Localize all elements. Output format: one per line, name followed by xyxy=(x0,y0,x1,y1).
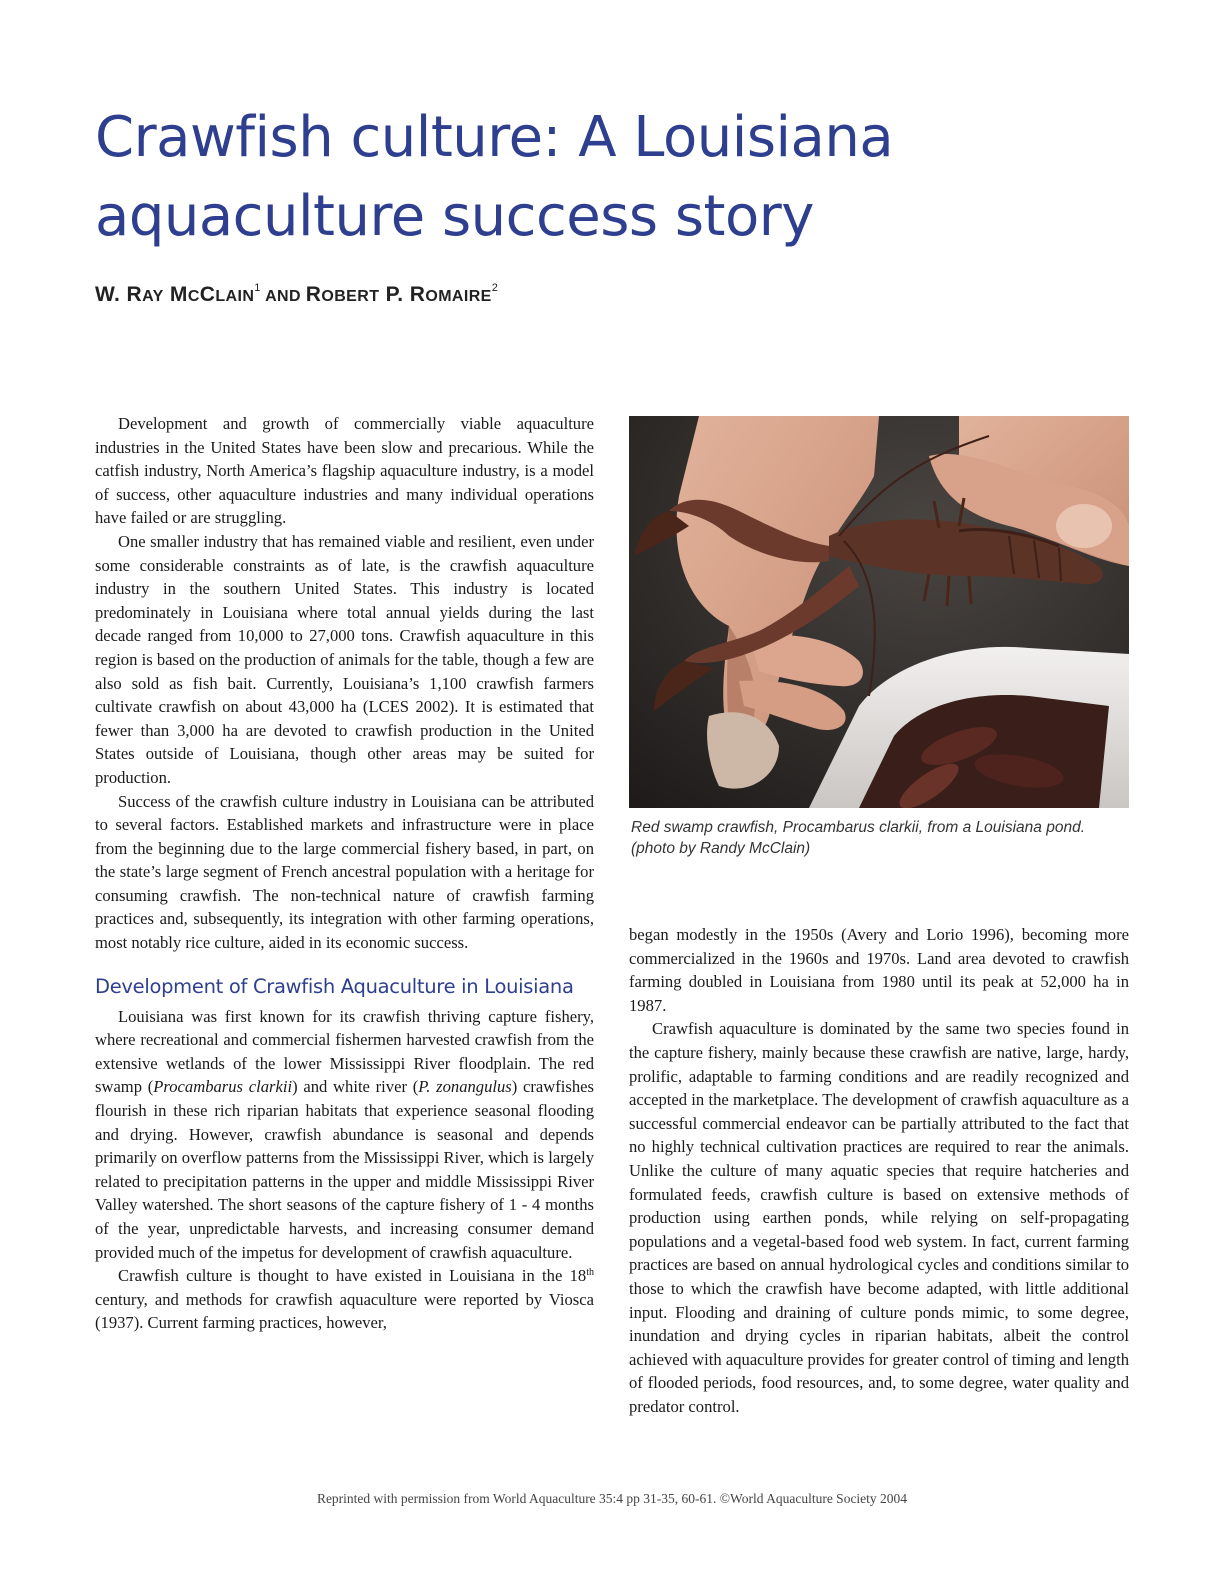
photo-caption: Red swamp crawfish, Procambarus clarkii, from a Louisiana pond. (photo by Randy McClain) xyxy=(631,819,1085,857)
author-line: W. RAY MCCLAIN$^1$ AND ROBERT P. ROMAIRE$^2$ xyxy=(95,282,499,306)
paragraph: began modestly in the 1950s (Avery and Lorio 1996), becoming more commercialized in the 1960s and 1970s. Land area devoted to crawfish farming doubled in Louisiana from 1980 until its peak at 52,000 ha in 1987. xyxy=(629,925,1129,1015)
paragraph: Development and growth of commercially viable aquaculture industries in the United States have been slow and precarious. While the catfish industry, North America’s flagship aquaculture industry, is a model of success, other aquaculture industries and many individual operations have failed or are struggling. xyxy=(95,414,594,528)
paragraph: Crawfish culture is thought to have existed in Louisiana in the 18th century, and methods for crawfish aquaculture were reported by Viosca (1937). Current farming practices, however, xyxy=(95,1266,594,1333)
section-heading: Development of Crawfish Aquaculture in Louisiana xyxy=(95,974,574,998)
paragraph: Louisiana was first known for its crawfish thriving capture fishery, where recreational and commercial fishermen harvested crawfish from the extensive wetlands of the lower Mississippi River floodplain. The red swamp (Procambarus clarkii) and white river (P. zonangulus) crawfishes flourish in these rich riparian habitats that experience seasonal flooding and drying. However, crawfish abundance is seasonal and depends primarily on overflow patterns from the Mississippi River, which is largely related to precipitation patterns in the upper and middle Mississippi River Valley watershed. The short seasons of the capture fishery of 1 - 4 months of the year, unpredictable harvests, and increasing consumer demand provided much of the impetus for development of crawfish aquaculture. xyxy=(95,1006,594,1262)
paragraph: Crawfish aquaculture is dominated by the same two species found in the capture fishery, mainly because these crawfish are native, large, hardy, prolific, adaptable to farming conditions and are readily recognized and accepted in the marketplace. The development of crawfish aquaculture as a successful commercial endeavor can be partially attributed to the fact that no highly technical cultivation practices are required to rear the animals. Unlike the culture of many aquatic species that require hatcheries and formulated feeds, crawfish culture is based on extensive methods of production using earthen ponds, while relying on self-propagating populations and a vegetal-based food web system. In fact, current farming practices are based on annual hydrological cycles and conditions similar to those to which the crawfish have become adapted, with little additional input. Flooding and draining of culture ponds mimic, to some degree, inundation and drying cycles in riparian habitats, albeit the control achieved with aquaculture provides for greater control of timing and length of flooded periods, food resources, and, to some degree, water quality and predator control. xyxy=(629,1019,1129,1416)
article-title xyxy=(95,98,1095,256)
title-line-1: Crawfish culture: A Louisiana xyxy=(95,105,894,170)
crawfish-photo-illustration xyxy=(629,416,1129,808)
paragraph: Success of the crawfish culture industry in Louisiana can be attributed to several factors. Established markets and infrastructure were in place from the beginning due to the large commercial fishery based, in part, on the state’s large segment of French ancestral population with a heritage for consuming crawfish. The non-technical nature of crawfish farming practices and, subsequently, its integration with other farming operations, most notably rice culture, aided in its economic success. xyxy=(95,791,594,953)
author-affiliation-1: 1 xyxy=(254,282,261,294)
paragraph: One smaller industry that has remained viable and resilient, even under some considerable constraints as of late, is the crawfish aquaculture industry in the southern United States. This industry is located predominately in Louisiana where total annual yields during the last decade ranged from 10,000 to 27,000 tons. Crawfish aquaculture in this region is based on the production of animals for the table, though a few are also sold as fish bait. Currently, Louisiana’s 1,100 crawfish farmers cultivate crawfish on about 43,000 ha (LCES 2002). It is estimated that fewer than 3,000 ha are devoted to crawfish production in the United States outside of Louisiana, though other areas may be suited for production. xyxy=(95,531,594,787)
right-column xyxy=(629,923,1129,1418)
scientific-name: Procambarus clarkii xyxy=(153,1077,293,1097)
crawfish-photo xyxy=(629,416,1129,808)
author-affiliation-2: 2 xyxy=(491,282,499,294)
page-footer: Reprinted with permission from World Aquaculture 35:4 pp 31-35, 60-61. ©World Aquaculture Society 2004 xyxy=(316,1491,908,1506)
title-line-2: aquaculture success story xyxy=(95,184,814,249)
scientific-name: P. zonangulus xyxy=(418,1077,512,1097)
left-column xyxy=(95,412,594,1335)
